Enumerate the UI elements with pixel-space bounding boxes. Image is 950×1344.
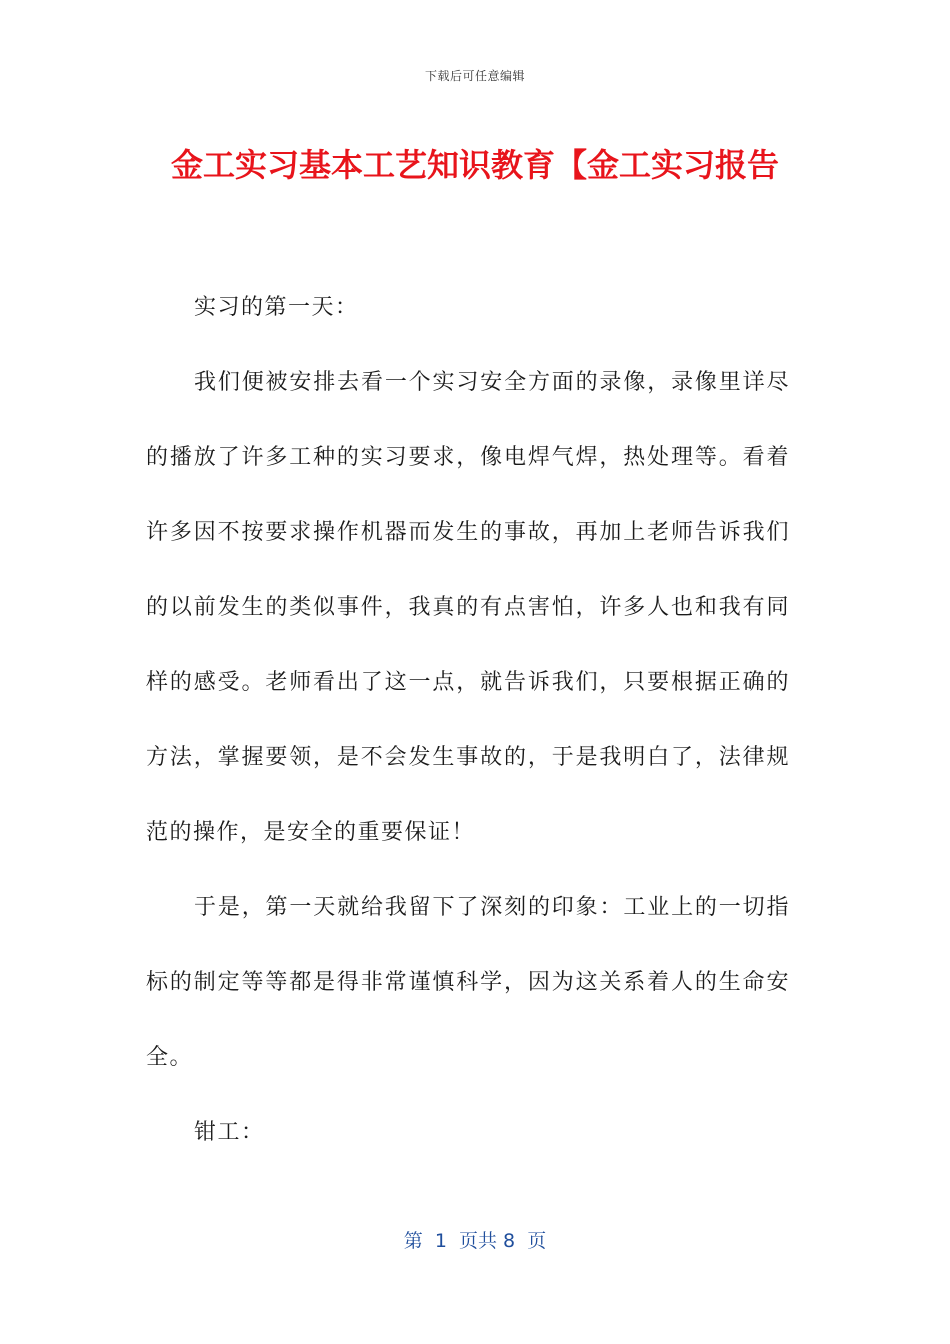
paragraph-impression: 于是，第一天就给我留下了深刻的印象：工业上的一切指标的制定等等都是得非常谨慎科学，因为这关系着人的生命安全。	[146, 895, 790, 1070]
document-title: 金工实习基本工艺知识教育【金工实习报告	[170, 146, 779, 184]
paragraph-safety-video: 我们便被安排去看一个实习安全方面的录像，录像里详尽的播放了许多工种的实习要求，像电焊气焊，热处理等。看着许多因不按要求操作机器而发生的事故，再加上老师告诉我们的以前发生的类似事件，我真的有点害怕，许多人也和我有同样的感受。老师看出了这一点，就告诉我们，只要根据正确的方法，掌握要领，是不会发生事故的，于是我明白了，法律规范的操作，是安全的重要保证！	[146, 370, 790, 845]
paragraph-fitter: 钳工：	[194, 1120, 265, 1145]
header-note: 下载后可任意编辑	[424, 69, 525, 83]
paragraph-day-one: 实习的第一天：	[194, 295, 359, 320]
page-number-footer: 第 1 页共 8 页	[403, 1230, 547, 1252]
document-body	[146, 270, 790, 1170]
